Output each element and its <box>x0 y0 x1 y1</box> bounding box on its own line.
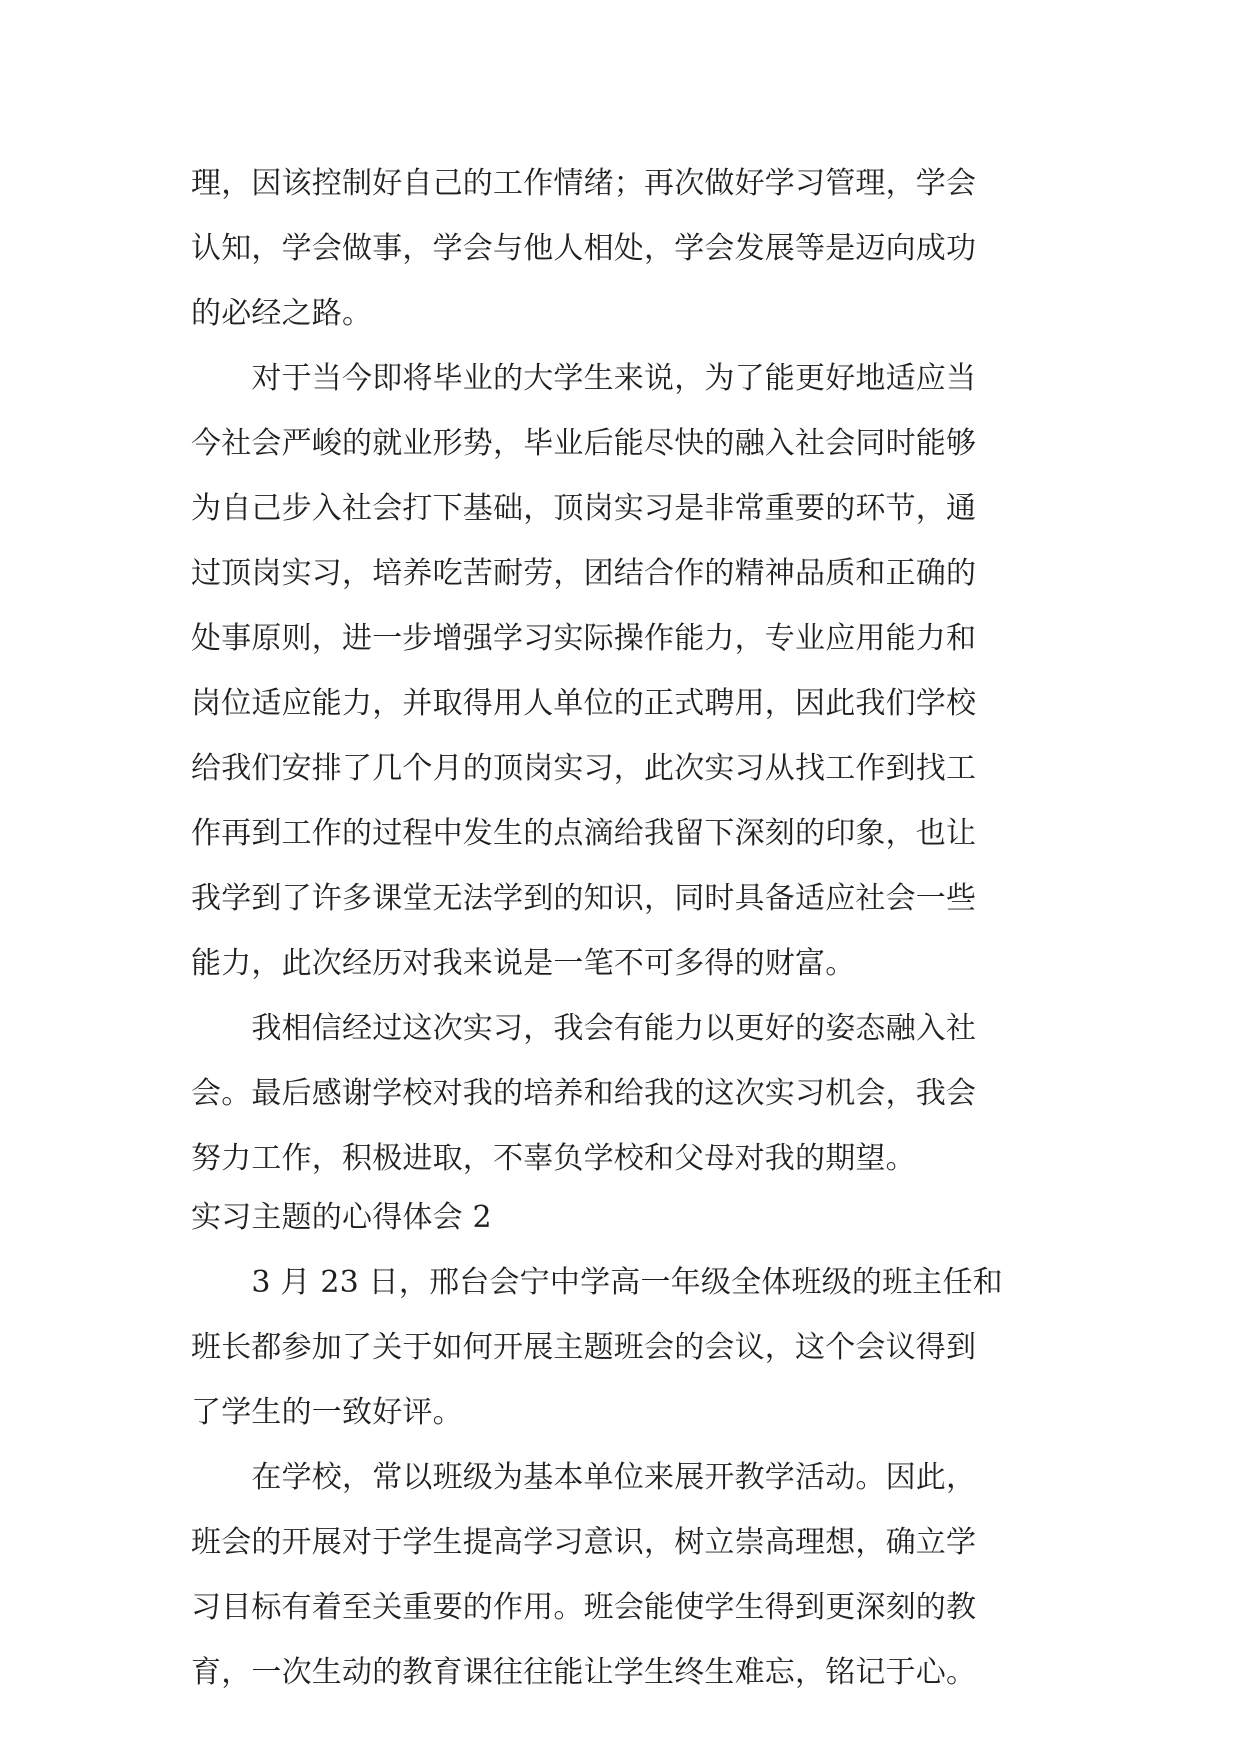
text-line: 育，一次生动的教育课往往能让学生终生难忘，铭记于心。 <box>191 1655 977 1690</box>
text-line: 理，因该控制好自己的工作情绪；再次做好学习管理，学会 <box>191 166 977 201</box>
text-line: 今社会严峻的就业形势，毕业后能尽快的融入社会同时能够 <box>191 426 977 461</box>
text-line: 会。最后感谢学校对我的培养和给我的这次实习机会，我会 <box>191 1076 977 1111</box>
text-line: 处事原则，进一步增强学习实际操作能力，专业应用能力和 <box>191 621 977 656</box>
text-line: 认知，学会做事，学会与他人相处，学会发展等是迈向成功 <box>191 231 977 266</box>
text-line: 过顶岗实习，培养吃苦耐劳，团结合作的精神品质和正确的 <box>191 556 977 591</box>
paragraph-start-line: 我相信经过这次实习，我会有能力以更好的姿态融入社 <box>191 1011 977 1046</box>
text-line: 给我们安排了几个月的顶岗实习，此次实习从找工作到找工 <box>191 751 977 786</box>
text-line: 我学到了许多课堂无法学到的知识，同时具备适应社会一些 <box>191 881 977 916</box>
text-line: 的必经之路。 <box>191 296 373 331</box>
text-line: 班长都参加了关于如何开展主题班会的会议，这个会议得到 <box>191 1330 977 1365</box>
text-line: 为自己步入社会打下基础，顶岗实习是非常重要的环节，通 <box>191 491 977 526</box>
text-line: 岗位适应能力，并取得用人单位的正式聘用，因此我们学校 <box>191 686 977 721</box>
text-line: 班会的开展对于学生提高学习意识，树立崇高理想，确立学 <box>191 1525 977 1560</box>
text-line: 努力工作，积极进取，不辜负学校和父母对我的期望。 <box>191 1141 916 1176</box>
text-line: 能力，此次经历对我来说是一笔不可多得的财富。 <box>191 946 856 981</box>
paragraph-start-line: 对于当今即将毕业的大学生来说，为了能更好地适应当 <box>191 361 977 396</box>
text-line: 习目标有着至关重要的作用。班会能使学生得到更深刻的教 <box>191 1590 977 1625</box>
text-line: 了学生的一致好评。 <box>191 1395 463 1430</box>
section-heading: 实习主题的心得体会 2 <box>191 1200 492 1235</box>
paragraph-start-line: 在学校，常以班级为基本单位来展开教学活动。因此， <box>191 1460 977 1495</box>
text-line: 作再到工作的过程中发生的点滴给我留下深刻的印象，也让 <box>191 816 977 851</box>
paragraph-start-line: 3 月 23 日，邢台会宁中学高一年级全体班级的班主任和 <box>191 1265 1003 1300</box>
